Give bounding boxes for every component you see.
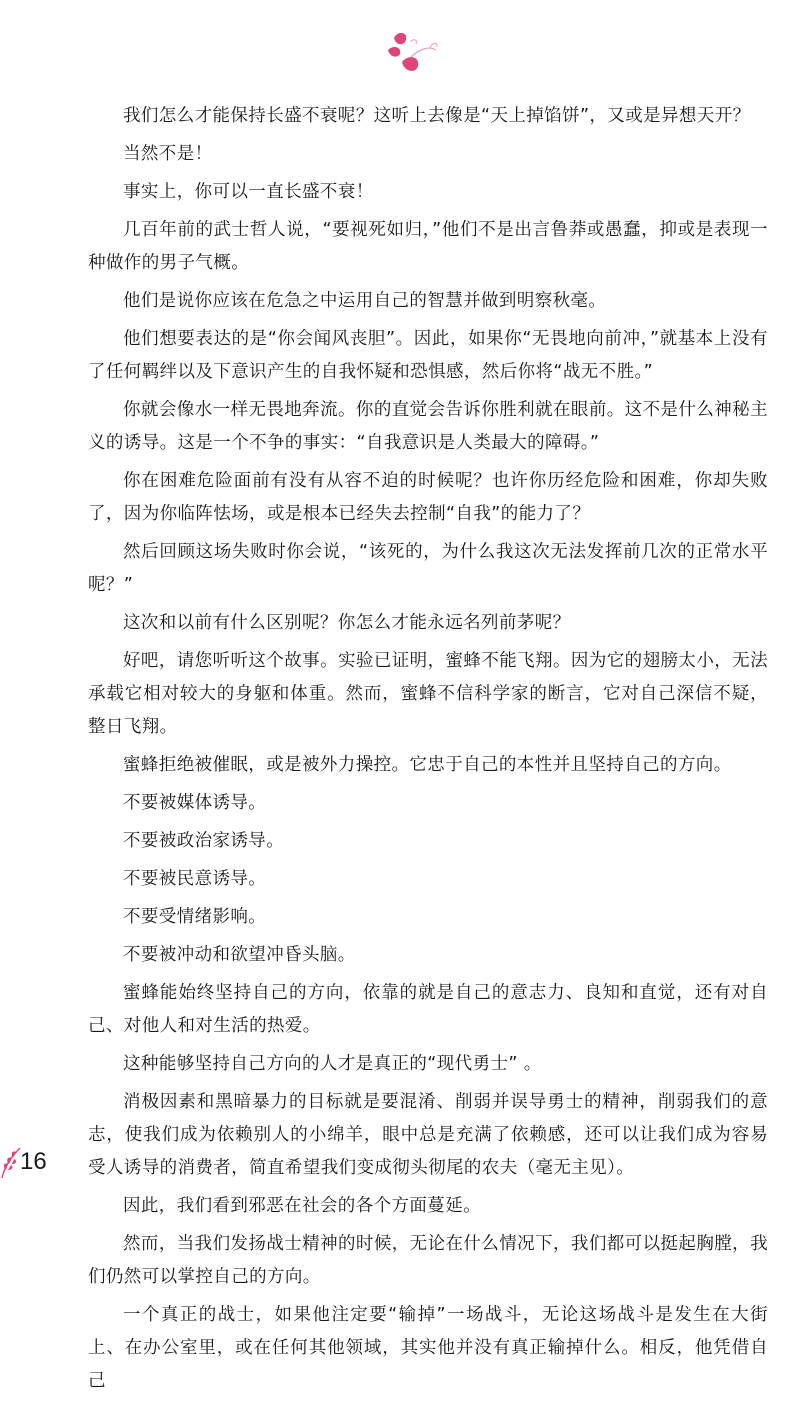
body-text — [88, 100, 768, 1403]
paragraph-20: 消极因素和黑暗暴力的目标就是要混淆、削弱并误导勇士的精神，削弱我们的意志，使我们成为依赖别人的小绵羊，眼中总是充满了依赖感，还可以让我们成为容易受人诱导的消费者，简直希望我们变成彻头彻尾的农夫（毫无主见）。 — [88, 1092, 768, 1178]
paragraph-16: 不要受情绪影响。 — [123, 907, 267, 927]
paragraph-15: 不要被民意诱导。 — [123, 869, 267, 889]
page-number: 16 — [20, 1148, 47, 1175]
paragraph-22: 然而，当我们发扬战士精神的时候，无论在什么情况下，我们都可以挺起胸膛，我们仍然可以掌控自己的方向。 — [88, 1234, 768, 1287]
paragraph-9: 然后回顾这场失败时你会说，“该死的，为什么我这次无法发挥前几次的正常水平呢？” — [88, 542, 768, 595]
paragraph-12: 蜜蜂拒绝被催眠，或是被外力操控。它忠于自己的本性并且坚持自己的方向。 — [123, 755, 732, 775]
paragraph-14: 不要被政治家诱导。 — [123, 831, 285, 851]
paragraph-3: 事实上，你可以一直长盛不衰！ — [123, 182, 374, 202]
paragraph-1: 我们怎么才能保持长盛不衰呢？这听上去像是“天上掉馅饼”，又或是异想天开？ — [123, 106, 751, 126]
flower-ornament-icon — [380, 28, 440, 76]
paragraph-18: 蜜蜂能始终坚持自己的方向，依靠的就是自己的意志力、良知和直觉，还有对自己、对他人和对生活的热爱。 — [88, 983, 768, 1036]
paragraph-21: 因此，我们看到邪恶在社会的各个方面蔓延。 — [123, 1196, 481, 1216]
paragraph-4: 几百年前的武士哲人说，“要视死如归，”他们不是出言鲁莽或愚蠢，抑或是表现一种做作的男子气概。 — [88, 220, 768, 273]
paragraph-17: 不要被冲动和欲望冲昏头脑。 — [123, 945, 356, 965]
paragraph-2: 当然不是！ — [123, 144, 213, 164]
paragraph-5: 他们是说你应该在危急之中运用自己的智慧并做到明察秋毫。 — [123, 291, 607, 311]
paragraph-11: 好吧，请您听听这个故事。实验已证明，蜜蜂不能飞翔。因为它的翅膀太小，无法承载它相对较大的身躯和体重。然而，蜜蜂不信科学家的断言，它对自己深信不疑，整日飞翔。 — [88, 651, 768, 737]
paragraph-23: 一个真正的战士，如果他注定要“输掉”一场战斗，无论这场战斗是发生在大街上、在办公室里，或在任何其他领域，其实他并没有真正输掉什么。相反，他凭借自己 — [88, 1305, 768, 1391]
paragraph-10: 这次和以前有什么区别呢？你怎么才能永远名列前茅呢？ — [123, 613, 571, 633]
paragraph-7: 你就会像水一样无畏地奔流。你的直觉会告诉你胜利就在眼前。这不是什么神秘主义的诱导。这是一个不争的事实：“自我意识是人类最大的障碍。” — [88, 400, 768, 453]
paragraph-6: 他们想要表达的是“你会闻风丧胆”。因此，如果你“无畏地向前冲，”就基本上没有了任何羁绊以及下意识产生的自我怀疑和恐惧感，然后你将“战无不胜。” — [88, 329, 768, 382]
paragraph-8: 你在困难危险面前有没有从容不迫的时候呢？也许你历经危险和困难，你却失败了，因为你临阵怯场，或是根本已经失去控制“自我”的能力了？ — [88, 471, 768, 524]
paragraph-19: 这种能够坚持自己方向的人才是真正的“现代勇士” 。 — [123, 1054, 542, 1074]
paragraph-13: 不要被媒体诱导。 — [123, 793, 267, 813]
